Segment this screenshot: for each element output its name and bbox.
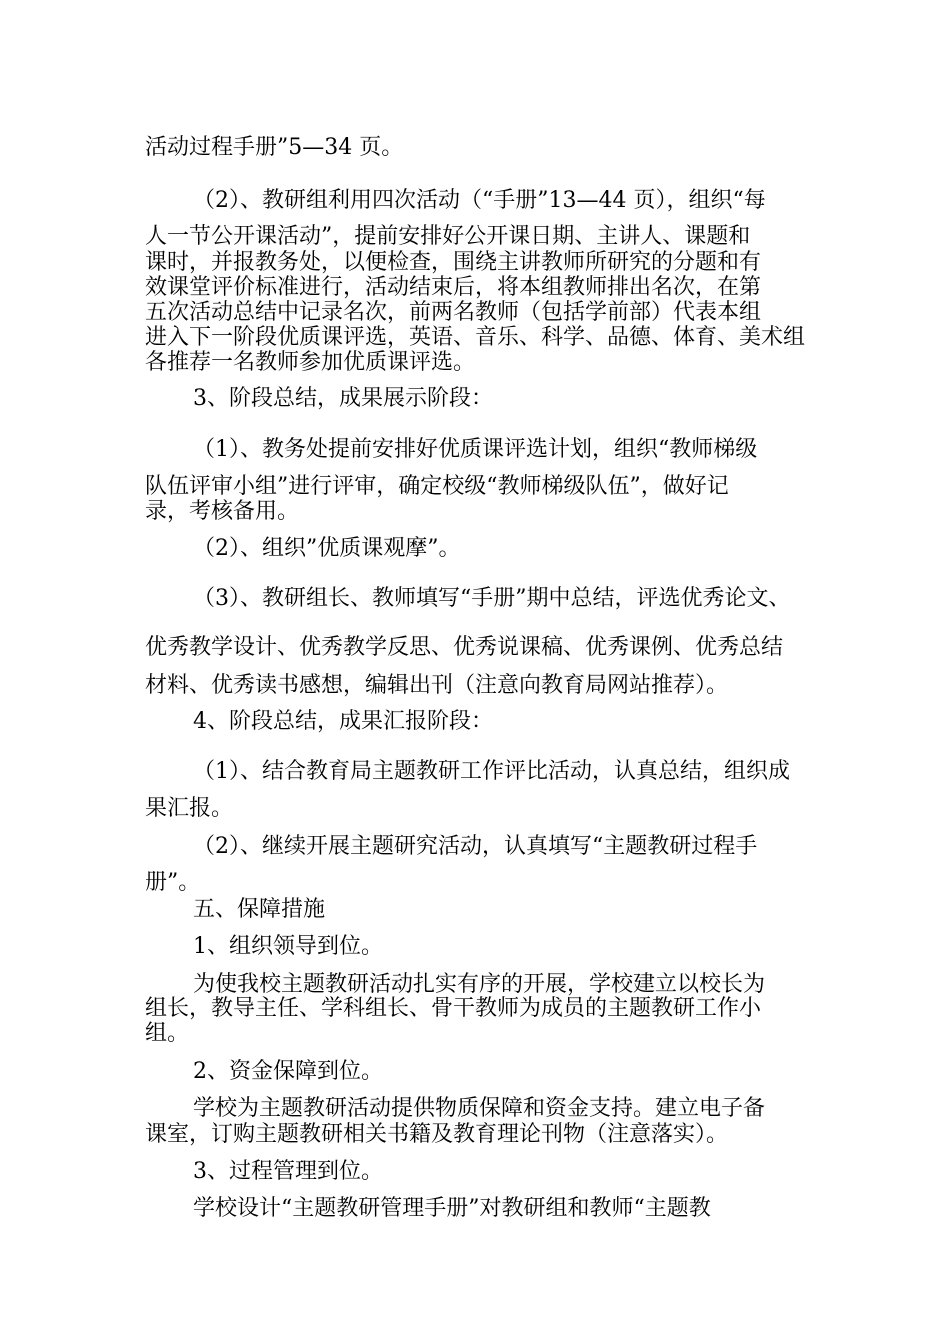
text-line: 优秀教学设计、优秀教学反思、优秀说课稿、优秀课例、优秀总结 [145,635,784,660]
text-line: （3）、教研组长、教师填写“手册”期中总结，评选优秀论文、 [193,586,791,611]
text-line: （2）、组织”优质课观摩”。 [193,536,461,561]
text-line: （1）、结合教育局主题教研工作评比活动，认真总结，组织成 [193,759,790,784]
text-line: 册”。 [145,870,201,895]
text-line: 队伍评审小组”进行评审，确定校级“教师梯级队伍”，做好记 [145,474,729,499]
text-line: 学校为主题教研活动提供物质保障和资金支持。建立电子备 [193,1096,766,1121]
subsection-heading: 3、过程管理到位。 [193,1159,383,1184]
text-line: 课室，订购主题教研相关书籍及教育理论刊物（注意落实）。 [145,1122,729,1147]
subsection-heading: 1、组织领导到位。 [193,934,383,959]
text-line: 为使我校主题教研活动扎实有序的开展，学校建立以校长为 [193,972,766,997]
text-line: 材料、优秀读书感想，编辑出刊（注意向教育局网站推荐）。 [145,673,729,698]
text-line: 人一节公开课活动”，提前安排好公开课日期、主讲人、课题和 [145,224,751,249]
text-line: 学校设计“主题教研管理手册”对教研组和教师“主题教 [193,1196,711,1221]
text-line: （2）、继续开展主题研究活动，认真填写“主题教研过程手 [193,834,758,859]
text-line: 五次活动总结中记录名次，前两名教师（包括学前部）代表本组 [145,300,762,325]
text-line: 果汇报。 [145,796,234,821]
text-line: 录，考核备用。 [145,499,300,524]
section-heading: 4、阶段总结，成果汇报阶段： [193,709,493,734]
text-line: （2）、教研组利用四次活动（“手册”13—44 页），组织“每 [193,188,766,213]
subsection-heading: 2、资金保障到位。 [193,1059,383,1084]
section-heading: 五、保障措施 [193,897,326,922]
text-line: 效课堂评价标准进行，活动结束后，将本组教师排出名次，在第 [145,275,762,300]
text-line: 组。 [145,1021,190,1046]
text-line: 活动过程手册”5—34 页。 [145,135,404,160]
text-line: 进入下一阶段优质课评选，英语、音乐、科学、品德、体育、美术组 [145,325,806,350]
text-line: 各推荐一名教师参加优质课评选。 [145,350,476,375]
section-heading: 3、阶段总结，成果展示阶段： [193,386,493,411]
text-line: 课时，并报教务处，以便检查，围绕主讲教师所研究的分题和有 [145,250,762,275]
text-line: 组长，教导主任、学科组长、骨干教师为成员的主题教研工作小 [145,996,762,1021]
text-line: （1）、教务处提前安排好优质课评选计划，组织“教师梯级 [193,437,758,462]
